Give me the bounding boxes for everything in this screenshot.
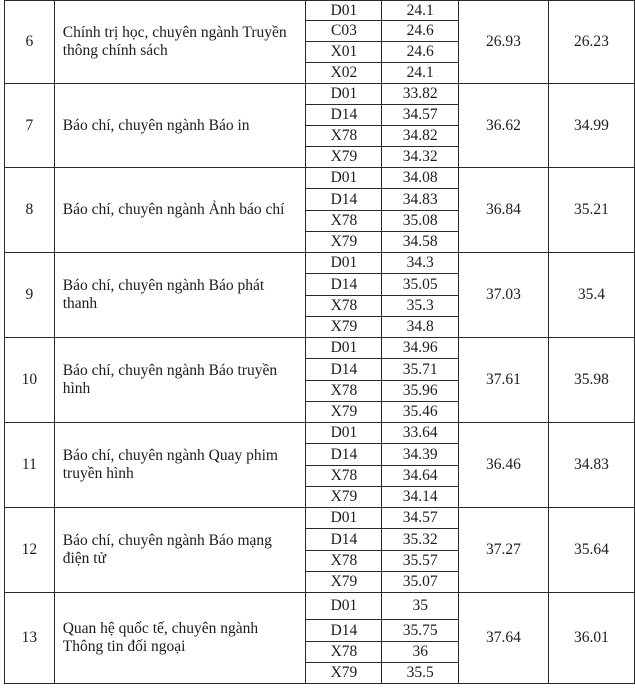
subject-group-code: D14 (306, 274, 382, 296)
subject-group-score: 35.96 (382, 381, 458, 402)
subject-group-code: X78 (306, 466, 382, 487)
score-column-1: 36.84 (458, 168, 548, 253)
subject-group-code: X78 (306, 211, 382, 232)
subject-group-code: D14 (306, 359, 382, 381)
subject-group-score: 34.14 (382, 487, 458, 508)
subject-group-score: 24.6 (382, 21, 458, 42)
subject-group-score: 35 (382, 593, 458, 620)
subject-group-code: X79 (306, 487, 382, 508)
subject-group-code: X78 (306, 296, 382, 317)
subject-group-score: 34.64 (382, 466, 458, 487)
program-name: Báo chí, chuyên ngành Báo in (54, 84, 306, 168)
subject-group-score: 35.07 (382, 572, 458, 593)
subject-group-code: X79 (306, 232, 382, 253)
subject-group-score: 34.57 (382, 508, 458, 529)
subject-group-code: C03 (306, 21, 382, 42)
subject-group-code: X79 (306, 317, 382, 338)
score-column-1: 26.93 (458, 1, 548, 84)
table-row (5, 508, 635, 529)
subject-group-score: 34.58 (382, 232, 458, 253)
subject-group-code: X79 (306, 147, 382, 168)
subject-group-code: D01 (306, 84, 382, 105)
subject-group-code: X01 (306, 42, 382, 63)
score-column-2: 35.98 (548, 338, 634, 423)
program-name: Báo chí, chuyên ngành Báo mạng điện tử (54, 508, 306, 593)
subject-group-score: 34.82 (382, 126, 458, 147)
program-name: Báo chí, chuyên ngành Ảnh báo chí (54, 168, 306, 253)
row-number: 10 (5, 338, 55, 423)
subject-group-code: D14 (306, 189, 382, 211)
subject-group-code: D14 (306, 529, 382, 551)
score-column-2: 36.01 (548, 593, 634, 684)
subject-group-score: 35.57 (382, 551, 458, 572)
subject-group-score: 35.08 (382, 211, 458, 232)
subject-group-code: D14 (306, 105, 382, 126)
subject-group-score: 24.1 (382, 1, 458, 21)
subject-group-code: D14 (306, 620, 382, 642)
table-row (5, 84, 635, 105)
subject-group-code: X79 (306, 572, 382, 593)
program-name: Báo chí, chuyên ngành Báo phát thanh (54, 253, 306, 338)
subject-group-score: 34.83 (382, 189, 458, 211)
table-row (5, 168, 635, 189)
subject-group-score: 34.08 (382, 168, 458, 189)
table-row (5, 1, 635, 21)
subject-group-score: 34.39 (382, 444, 458, 466)
program-name: Báo chí, chuyên ngành Quay phim truyền hình (54, 423, 306, 508)
subject-group-score: 36 (382, 642, 458, 663)
subject-group-score: 35.05 (382, 274, 458, 296)
subject-group-code: X78 (306, 126, 382, 147)
table-body (5, 1, 635, 684)
table-row (5, 423, 635, 444)
table-row (5, 593, 635, 620)
program-name: Báo chí, chuyên ngành Báo truyền hình (54, 338, 306, 423)
subject-group-code: D14 (306, 444, 382, 466)
subject-group-code: X78 (306, 381, 382, 402)
subject-group-code: X78 (306, 642, 382, 663)
table-row (5, 338, 635, 359)
row-number: 13 (5, 593, 55, 684)
score-column-2: 35.21 (548, 168, 634, 253)
score-column-1: 37.03 (458, 253, 548, 338)
subject-group-code: X02 (306, 63, 382, 84)
program-name: Quan hệ quốc tế, chuyên ngành Thông tin đối ngoại (54, 593, 306, 684)
score-column-1: 36.46 (458, 423, 548, 508)
subject-group-score: 34.32 (382, 147, 458, 168)
subject-group-code: D01 (306, 423, 382, 444)
subject-group-score: 34.3 (382, 253, 458, 274)
subject-group-score: 35.32 (382, 529, 458, 551)
table-row (5, 253, 635, 274)
row-number: 9 (5, 253, 55, 338)
score-column-1: 37.27 (458, 508, 548, 593)
subject-group-score: 34.96 (382, 338, 458, 359)
subject-group-code: X79 (306, 663, 382, 684)
subject-group-score: 34.57 (382, 105, 458, 126)
row-number: 6 (5, 1, 55, 84)
subject-group-code: X78 (306, 551, 382, 572)
subject-group-score: 24.1 (382, 63, 458, 84)
score-column-2: 34.83 (548, 423, 634, 508)
subject-group-score: 34.8 (382, 317, 458, 338)
subject-group-score: 24.6 (382, 42, 458, 63)
subject-group-score: 35.46 (382, 402, 458, 423)
row-number: 12 (5, 508, 55, 593)
subject-group-code: X79 (306, 402, 382, 423)
subject-group-score: 33.64 (382, 423, 458, 444)
program-name: Chính trị học, chuyên ngành Truyền thông chính sách (54, 1, 306, 84)
subject-group-score: 35.71 (382, 359, 458, 381)
subject-group-score: 35.75 (382, 620, 458, 642)
subject-group-code: D01 (306, 253, 382, 274)
score-column-1: 36.62 (458, 84, 548, 168)
score-column-2: 26.23 (548, 1, 634, 84)
subject-group-code: D01 (306, 168, 382, 189)
row-number: 8 (5, 168, 55, 253)
score-column-1: 37.64 (458, 593, 548, 684)
subject-group-score: 33.82 (382, 84, 458, 105)
subject-group-score: 35.3 (382, 296, 458, 317)
subject-group-code: D01 (306, 1, 382, 21)
admission-score-table (4, 0, 635, 684)
subject-group-code: D01 (306, 508, 382, 529)
score-column-2: 34.99 (548, 84, 634, 168)
row-number: 7 (5, 84, 55, 168)
score-column-1: 37.61 (458, 338, 548, 423)
subject-group-code: D01 (306, 338, 382, 359)
score-column-2: 35.4 (548, 253, 634, 338)
score-column-2: 35.64 (548, 508, 634, 593)
row-number: 11 (5, 423, 55, 508)
subject-group-code: D01 (306, 593, 382, 620)
subject-group-score: 35.5 (382, 663, 458, 684)
